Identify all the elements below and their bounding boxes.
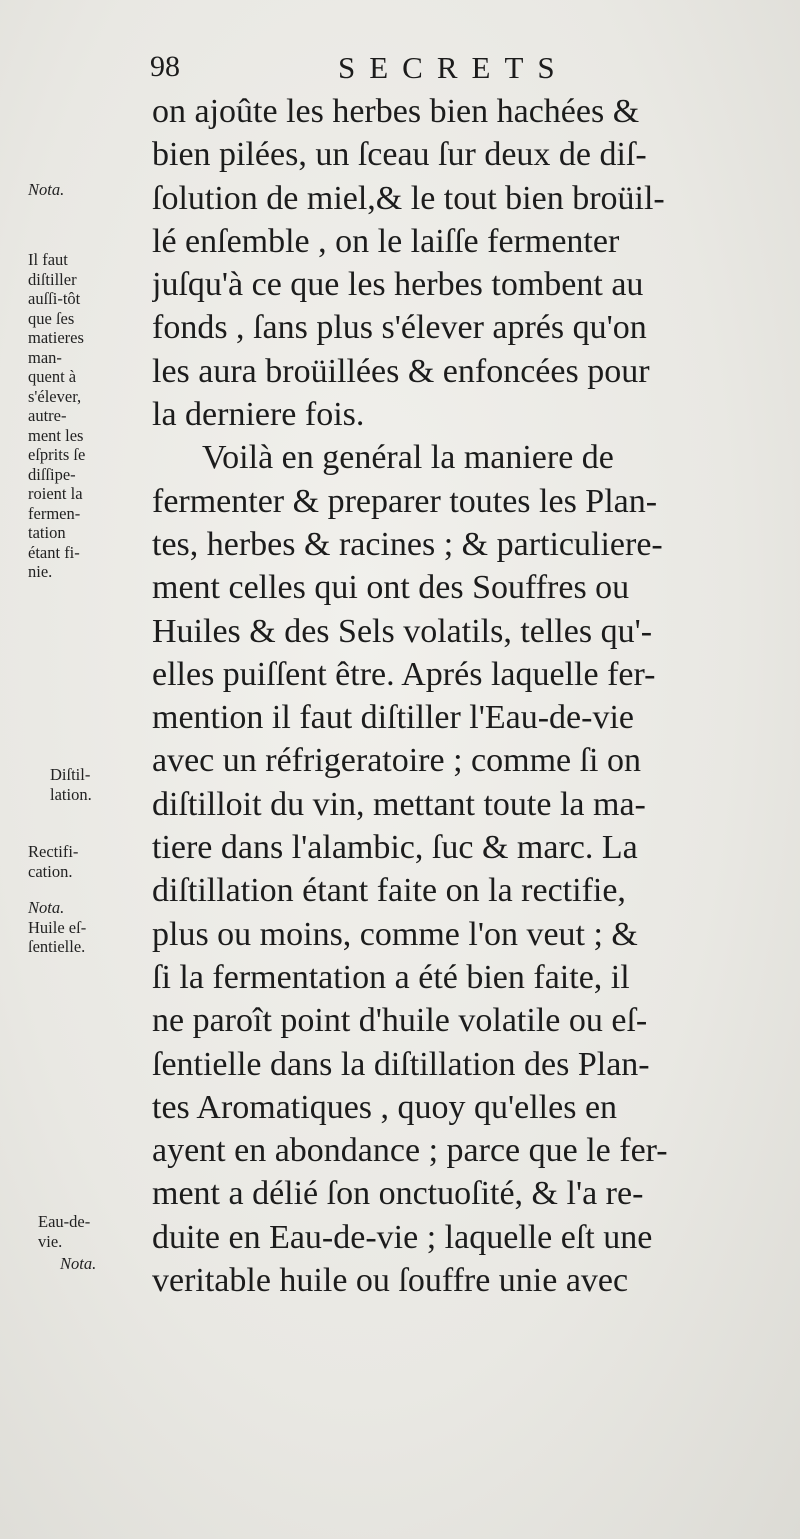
text-line: les aura broüillées & enfoncées pour <box>152 352 650 390</box>
margin-note-line: Nota. <box>28 180 65 199</box>
margin-note-line: diſſipe- <box>28 464 76 484</box>
margin-note-essential-oil <box>28 898 146 957</box>
text-line: tes, herbes & racines ; & particuliere- <box>152 525 663 563</box>
text-line: lé enſemble , on le laiſſe fermenter <box>152 222 620 260</box>
margin-note-line: ſentielle. <box>28 937 86 956</box>
margin-note-line: autre- <box>28 406 67 425</box>
margin-note-line: quent à <box>28 367 77 386</box>
text-line: tiere dans l'alambic, ſuc & marc. La <box>152 829 638 867</box>
text-line: ment celles qui ont des Souffres ou <box>152 569 630 607</box>
text-line: fonds , ſans plus s'élever aprés qu'on <box>152 309 647 347</box>
margin-note-line: diſtiller <box>28 269 77 289</box>
margin-note-line: Huile eſ- <box>28 917 87 937</box>
text-line: plus ou moins, comme l'on veut ; & <box>152 915 638 953</box>
text-line: juſqu'à ce que les herbes tombent au <box>152 266 644 304</box>
text-line: bien pilées, un ſceau ſur deux de diſ- <box>152 136 647 174</box>
text-line: ayent en abondance ; parce que le fer- <box>152 1132 668 1170</box>
margin-note-line: fermen- <box>28 503 81 523</box>
margin-note-line: Diſtil- <box>50 765 91 784</box>
margin-note-line: nie. <box>28 562 53 581</box>
margin-note-line: matieres <box>28 328 84 347</box>
margin-note-line: roient la <box>28 484 83 503</box>
margin-note-line: ment les <box>28 425 84 445</box>
margin-note-line: Nota. <box>60 1254 97 1273</box>
margin-note-line: Rectifi- <box>28 842 79 861</box>
margin-note-line: s'élever, <box>28 386 82 406</box>
margin-note-line: vie. <box>38 1231 63 1251</box>
text-line: diſtilloit du vin, mettant toute la ma- <box>152 785 646 823</box>
page-number: 98 <box>150 50 180 83</box>
margin-note-line: étant fi- <box>28 542 80 562</box>
text-line: ment a délié ſon onctuoſité, & l'a re- <box>152 1175 644 1213</box>
margin-note-line: auſſi-tôt <box>28 289 81 308</box>
text-line: fermenter & preparer toutes les Plan- <box>152 482 658 520</box>
text-line: Huiles & des Sels volatils, telles qu'- <box>152 612 653 650</box>
margin-note-distiller <box>28 250 146 582</box>
text-line: ſentielle dans la diſtillation des Plan- <box>152 1045 650 1083</box>
body-text <box>152 90 762 1302</box>
text-line: la derniere fois. <box>152 396 365 434</box>
text-line: ne paroît point d'huile volatile ou eſ- <box>152 1002 648 1040</box>
margin-note-nota <box>28 180 146 200</box>
margin-note-line: tation <box>28 523 66 542</box>
text-line: tes Aromatiques , quoy qu'elles en <box>152 1088 618 1126</box>
text-line: mention il faut diſtiller l'Eau-de-vie <box>152 699 634 737</box>
page-header <box>150 50 760 94</box>
margin-note-nota-bottom <box>60 1254 178 1274</box>
margin-note-line: cation. <box>28 861 73 881</box>
text-line: on ajoûte les herbes bien hachées & <box>152 93 640 130</box>
text-line: diſtillation étant faite on la rectifie, <box>152 872 626 910</box>
margin-note-distillation <box>50 765 168 804</box>
text-line: ſolution de miel,& le tout bien broüil- <box>152 179 665 217</box>
margin-note-line: Il faut <box>28 250 68 269</box>
margin-note-rectification <box>28 842 146 881</box>
margin-note-line: Eau-de- <box>38 1212 91 1231</box>
text-line-paragraph-start: Voilà en genéral la maniere de <box>202 439 614 477</box>
text-line: duite en Eau-de-vie ; laquelle eſt une <box>152 1218 653 1256</box>
margin-note-line: lation. <box>50 784 92 804</box>
text-line: avec un réfrigeratoire ; comme ſi on <box>152 742 641 780</box>
margin-note-line: man- <box>28 347 62 367</box>
margin-note-line: que ſes <box>28 308 75 328</box>
text-line: veritable huile ou ſouffre unie avec <box>152 1262 629 1300</box>
running-title: SECRETS <box>338 50 569 85</box>
margin-note-line: Nota. <box>28 898 65 917</box>
margin-note-line: eſprits ſe <box>28 445 86 464</box>
text-line: elles puiſſent être. Aprés laquelle fer- <box>152 655 656 693</box>
text-line: ſi la fermentation a été bien faite, il <box>152 958 630 996</box>
margin-note-eau-de-vie <box>38 1212 156 1251</box>
